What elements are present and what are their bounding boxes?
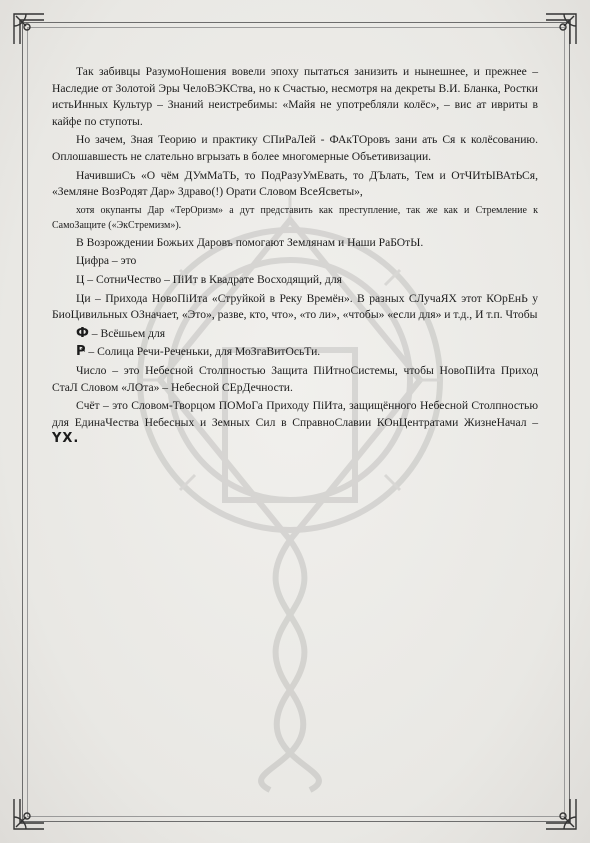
line-ts-1: Ц – СотниЧество – ПiИт в Квадрате Восходящий, для: [76, 272, 342, 286]
paragraph-2: Но зачем, Зная Теорию и практику СПиРаЛей - ФАкТОровъ зани ать Ся к колёсованию. Оплошавшесть не слательно вгрызать в более многомерные Объетивизации.: [52, 133, 538, 163]
corner-ornament-icon: [544, 797, 578, 831]
line-r: [52, 344, 538, 361]
fi-glyph: Ф: [76, 325, 89, 341]
r-glyph: Ҏ: [76, 344, 86, 360]
paragraph-4: В Возрождении Божьих Даровъ помогают Землянам и Наши РаБОтЫ.: [76, 235, 424, 249]
handwritten-mark: ҮХ.: [52, 431, 80, 447]
line-schet: [52, 398, 538, 448]
line-fi-text: – Всёшьем для: [88, 326, 166, 340]
text-body: [52, 64, 538, 450]
line-r-text: – Солица Речи-Реченьки, для МоЗгаВитОсьТи.: [85, 345, 321, 359]
line-ts-2: Ци – Прихода НовоПiИта «Струйкой в Реку Времён». В разных СЛучаЯХ этот КОрЕнЬ у БиоЦивильных ОЗначает, «Это», разве, кто, что», «то ли», «чтобы» «если для» и т.д., И т.п. Чтобы: [52, 291, 538, 322]
line-schet-text: Счёт – это Словом-Творцом ПОМоГа Приходу ПiИта, защищённого Небесной Столпностью для ЕдинаЧества Небесных и Земных Сил в СправноСлавии КОнЦентратами ЖизнеНачал –: [52, 399, 538, 429]
line-cifra: Цифра – это: [76, 254, 137, 268]
corner-ornament-icon: [544, 12, 578, 46]
corner-ornament-icon: [12, 12, 46, 46]
paragraph-3-small: хотя окупанты Дар «ТерОризм» а дут представить как преступление, так же как и Стремление к СамоЗащите («ЭкСтремизм»).: [52, 204, 538, 231]
corner-ornament-icon: [12, 797, 46, 831]
line-chislo: Число – это Небесной Столпностью Защита ПiИтноСистемы, чтобы НовоПiИта Приход СтаЛ Словом «ЛОта» – Небесной СЕрДечности.: [52, 363, 538, 394]
line-fi: [52, 326, 538, 343]
paragraph-3: НачившиСъ «О чём ДУмМаТЬ, то ПодРазуУмЕвать, то ДЪлать, Тем и ОтЧИтЫВАтЬСя, «Земляне ВозРодят Дар» Здраво(!) Орати Словом ВсеЯсветы»,: [52, 168, 538, 199]
paragraph-1: Так забивцы РазумоНошения вовели эпоху пытаться занизить и нынешнее, и прежнее – Наследие от Золотой Эры ЧелоВЭКСтва, но к Счастью, несмотря на декреты В.И. Бланка, Ростки истьИнных Культур – Знаний неистребимы: «Майя не употребляли колёс», – вис ат ивриты в кайфе по ступоты.: [52, 65, 538, 128]
